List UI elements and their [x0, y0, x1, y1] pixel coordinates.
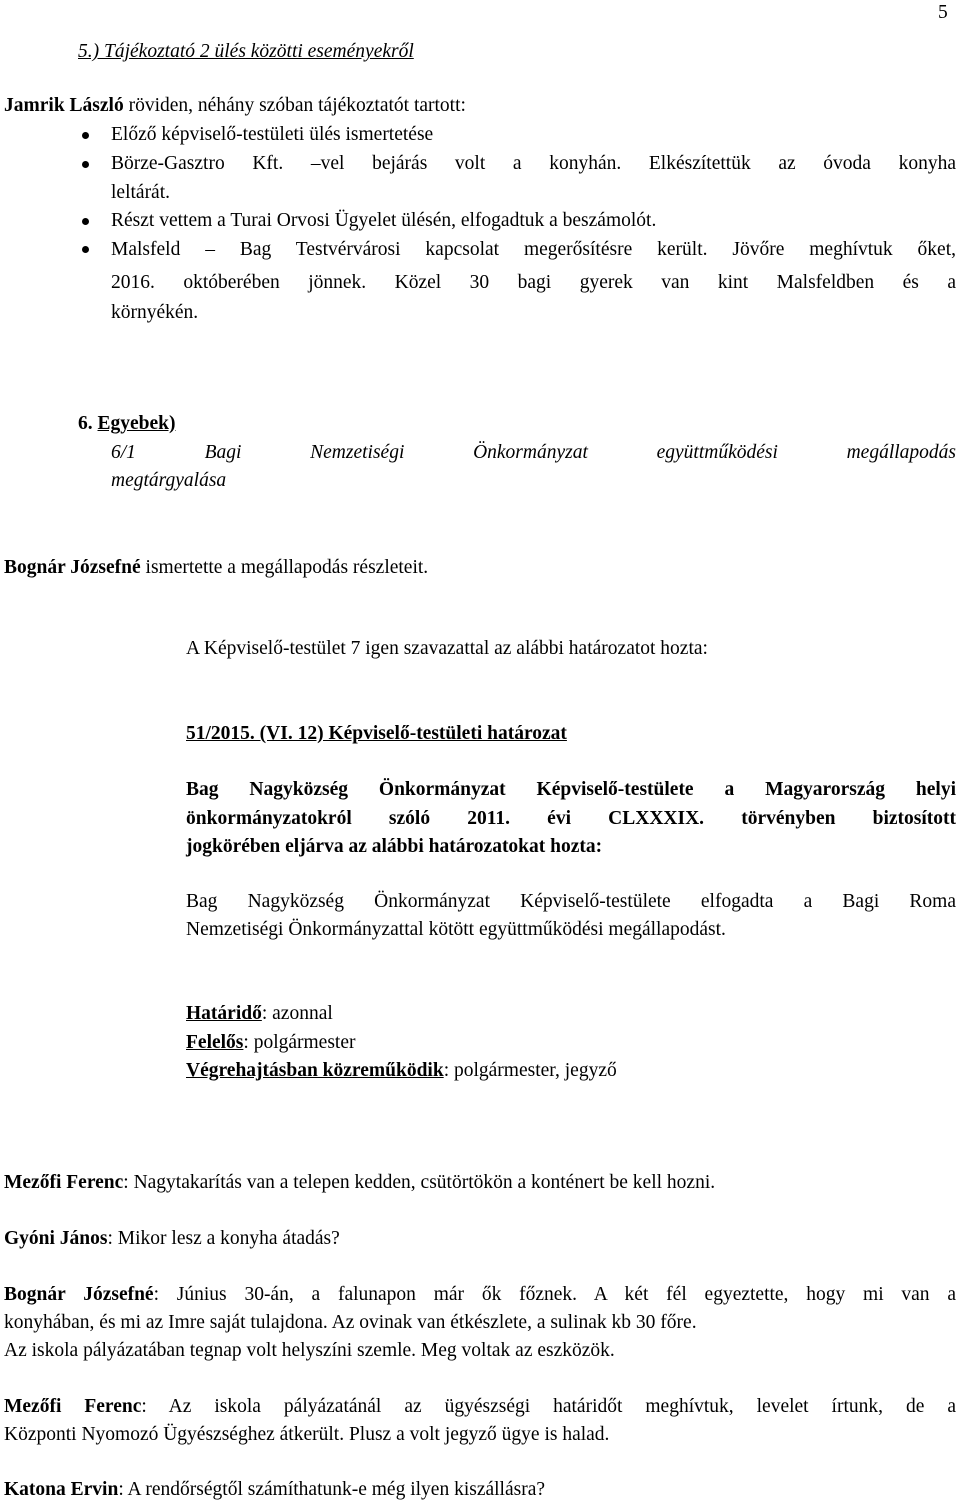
agenda-subitem-cont: megtárgyalása: [111, 470, 227, 491]
executor-label: Végrehajtásban közreműködik: [186, 1060, 444, 1081]
bullet-icon: [82, 161, 89, 168]
resolution-intro: Bag Nagyközség Önkormányzat Képviselő-testülete a Magyarország helyi: [186, 779, 956, 800]
section-6-heading: [78, 411, 176, 437]
section-5-intro: [4, 93, 466, 119]
section-5-heading: 5.) Tájékoztató 2 ülés közötti eseményekről: [78, 41, 414, 62]
deadline-label: Határidő: [186, 1003, 262, 1024]
resolution-intro-cont: önkormányzatokról szóló 2011. évi CLXXXIX. törvényben biztosított: [186, 808, 956, 829]
bullet-icon: [82, 218, 89, 225]
bullet-item: Malsfeld – Bag Testvérvárosi kapcsolat megerősítésre került. Jövőre meghívtuk őket,: [111, 239, 956, 260]
presenter-line: Bognár Józsefné ismertette a megállapodás részleteit.: [4, 557, 429, 578]
agenda-subitem: 6/1 Bagi Nemzetiségi Önkormányzat együttműködési megállapodás: [111, 442, 956, 463]
discussion-entry-cont: konyhában, és mi az Imre saját tulajdona. Az ovinak van étkészlete, a sulinak kb 30 főre.: [4, 1312, 697, 1333]
resolution-body: Bag Nagyközség Önkormányzat Képviselő-testülete elfogadta a Bagi Roma: [186, 891, 956, 912]
discussion-entry-cont: Az iskola pályázatában tegnap volt helyszíni szemle. Meg voltak az eszközök.: [4, 1340, 615, 1361]
speaker-name: Katona Ervin: [4, 1479, 119, 1500]
bullet-item: Részt vettem a Turai Orvosi Ügyelet ülésén, elfogadtuk a beszámolót.: [111, 210, 657, 231]
bullet-item-cont: leltárát.: [111, 182, 171, 203]
vote-statement: A Képviselő-testület 7 igen szavazattal az alábbi határozatot hozta:: [186, 638, 708, 659]
bullet-item-cont: környékén.: [111, 302, 199, 323]
resolution-body-cont: Nemzetiségi Önkormányzattal kötött együttműködési megállapodást.: [186, 919, 726, 940]
speaker-name: Jamrik László: [4, 95, 124, 116]
bullet-item: Előző képviselő-testületi ülés ismertetése: [111, 124, 434, 145]
discussion-entry: Mezőfi Ferenc: Nagytakarítás van a telepen kedden, csütörtökön a konténert be kell hozni.: [4, 1172, 716, 1193]
discussion-entry: Bognár Józsefné: Június 30-án, a falunapon már ők főznek. A két fél egyeztette, hogy mi van a: [4, 1284, 956, 1305]
bullet-icon: [82, 132, 89, 139]
page-number: 5: [938, 2, 948, 23]
speaker-name: Mezőfi Ferenc: [4, 1396, 142, 1417]
discussion-entry: Mezőfi Ferenc: Az iskola pályázatánál az ügyészségi határidőt meghívtuk, levelet írtunk, de a: [4, 1396, 956, 1417]
intro-text: röviden, néhány szóban tájékoztatót tartott:: [123, 95, 466, 116]
responsible-label: Felelős: [186, 1032, 244, 1053]
resolution-title: 51/2015. (VI. 12) Képviselő-testületi határozat: [186, 723, 567, 744]
bullet-icon: [82, 246, 89, 253]
speaker-name: Mezőfi Ferenc: [4, 1172, 124, 1193]
executor-line: Végrehajtásban közreműködik: polgármester, jegyző: [186, 1060, 617, 1081]
discussion-entry-cont: Központi Nyomozó Ügyészséghez átkerült. Plusz a volt jegyző ügye is halad.: [4, 1424, 610, 1445]
bullet-item: Börze-Gasztro Kft. –vel bejárás volt a konyhán. Elkészítettük az óvoda konyha: [111, 153, 956, 174]
responsible-line: Felelős: polgármester: [186, 1032, 356, 1053]
discussion-entry: Katona Ervin: A rendőrségtől számíthatunk-e még ilyen kiszállásra?: [4, 1479, 546, 1500]
speaker-name: Bognár Józsefné: [4, 1284, 154, 1305]
speaker-name: Bognár Józsefné: [4, 557, 141, 578]
speaker-name: Gyóni János: [4, 1228, 108, 1249]
resolution-intro-cont: jogkörében eljárva az alábbi határozatokat hozta:: [186, 836, 603, 857]
section-6-number: 6.: [78, 413, 93, 434]
deadline-line: Határidő: azonnal: [186, 1003, 333, 1024]
discussion-entry: Gyóni János: Mikor lesz a konyha átadás?: [4, 1228, 340, 1249]
bullet-item-cont: 2016. októberében jönnek. Közel 30 bagi gyerek van kint Malsfeldben és a: [111, 272, 956, 293]
section-6-title: Egyebek): [97, 413, 176, 434]
